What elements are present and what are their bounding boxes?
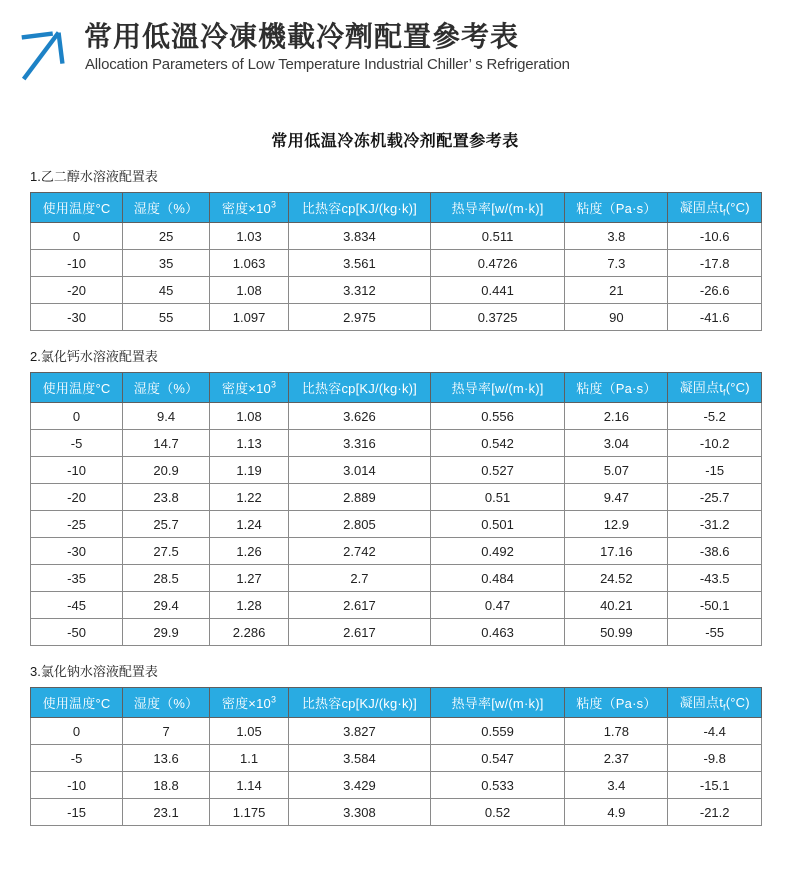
table-cell: 0 [31,718,123,745]
column-header: 比热容cp[KJ/(kg·k)] [289,193,431,223]
table-cell: -43.5 [668,565,762,592]
table-cell: 3.312 [289,277,431,304]
table-row [31,277,762,304]
table-cell: 0.501 [430,511,565,538]
table-cell: -41.6 [668,304,762,331]
table-cell: -10 [31,250,123,277]
section-label: 3.氯化钠水溶液配置表 [30,664,158,679]
table-cell: 0.51 [430,484,565,511]
table-cell: -26.6 [668,277,762,304]
table-cell: 1.175 [210,799,289,826]
table-cell: 1.08 [210,403,289,430]
table-cell: 3.584 [289,745,431,772]
column-header: 密度$\times 10^3$ [210,373,289,403]
table-cell: -10.6 [668,223,762,250]
header-row [31,373,762,403]
table-cell: 0.492 [430,538,565,565]
section-ethylene-glycol [30,166,762,331]
table-row [31,619,762,646]
table-row [31,511,762,538]
table-cell: 2.7 [289,565,431,592]
table-cell: 3.561 [289,250,431,277]
table-cell: 21 [565,277,668,304]
table-cell: 2.617 [289,592,431,619]
column-header: 密度$\times 10^3$ [210,688,289,718]
table-cell: 1.19 [210,457,289,484]
table-cell: 0.547 [430,745,565,772]
table-cell: 29.9 [123,619,210,646]
table-cell: 0 [31,403,123,430]
table-cell: 1.78 [565,718,668,745]
table-cell: -9.8 [668,745,762,772]
column-header: 湿度（%） [123,373,210,403]
table-cell: 13.6 [123,745,210,772]
column-header: 比热容cp[KJ/(kg·k)] [289,688,431,718]
table-cell: 55 [123,304,210,331]
table-cell: -15 [668,457,762,484]
table-cell: -55 [668,619,762,646]
table-cell: 1.1 [210,745,289,772]
table-cell: -5 [31,745,123,772]
table-cell: 2.805 [289,511,431,538]
table-cell: 1.27 [210,565,289,592]
table-cell: 27.5 [123,538,210,565]
table-cell: 2.889 [289,484,431,511]
table-cell: 90 [565,304,668,331]
table-row [31,457,762,484]
table-cell: 20.9 [123,457,210,484]
table-cell: 3.316 [289,430,431,457]
table-cell: -45 [31,592,123,619]
table-cell: -20 [31,484,123,511]
column-header: 热导率[w/(m·k)] [430,193,565,223]
column-header: 凝固点$t_f(^\circ C)$ [668,373,762,403]
table-cell: -17.8 [668,250,762,277]
table-cell: 5.07 [565,457,668,484]
table-cell: 0.463 [430,619,565,646]
brand-text-block [84,20,570,73]
table-ethylene-glycol [30,192,762,331]
table-cell: 17.16 [565,538,668,565]
table-cell: 2.975 [289,304,431,331]
table-row [31,538,762,565]
table-cell: -15 [31,799,123,826]
table-cell: 23.1 [123,799,210,826]
table-cell: 3.834 [289,223,431,250]
table-cell: 0.4726 [430,250,565,277]
column-header: 凝固点$t_f(^\circ C)$ [668,193,762,223]
table-cell: -15.1 [668,772,762,799]
table-cell: 12.9 [565,511,668,538]
column-header: 凝固点$t_f(^\circ C)$ [668,688,762,718]
table-sodium-chloride [30,687,762,826]
table-cell: 3.827 [289,718,431,745]
table-cell: 40.21 [565,592,668,619]
column-header: 使用温度°C [31,373,123,403]
table-cell: 0 [31,223,123,250]
table-cell: 1.13 [210,430,289,457]
table-cell: 3.4 [565,772,668,799]
table-cell: 1.14 [210,772,289,799]
column-header: 湿度（%） [123,193,210,223]
table-cell: 3.308 [289,799,431,826]
table-cell: -31.2 [668,511,762,538]
table-cell: -5 [31,430,123,457]
table-cell: 18.8 [123,772,210,799]
header-row [31,688,762,718]
table-cell: 0.556 [430,403,565,430]
table-cell: 7.3 [565,250,668,277]
table-cell: 3.429 [289,772,431,799]
table-cell: 25.7 [123,511,210,538]
column-header: 密度$\times 10^3$ [210,193,289,223]
table-cell: 1.08 [210,277,289,304]
page-title-en: Allocation Parameters of Low Temperature Industrial Chiller’ s Refrigeration [85,55,570,73]
table-cell: 1.22 [210,484,289,511]
table-cell: 9.47 [565,484,668,511]
table-calcium-chloride [30,372,762,646]
table-cell: -30 [31,304,123,331]
section-label: 1.乙二醇水溶液配置表 [30,169,158,184]
section-calcium-chloride [30,346,762,646]
table-cell: 0.559 [430,718,565,745]
table-row [31,799,762,826]
table-cell: -10 [31,457,123,484]
table-cell: 1.063 [210,250,289,277]
table-cell: 0.542 [430,430,565,457]
table-cell: -25.7 [668,484,762,511]
table-cell: 7 [123,718,210,745]
table-cell: 1.28 [210,592,289,619]
table-row [31,484,762,511]
table-row [31,304,762,331]
table-cell: 0.3725 [430,304,565,331]
table-cell: 2.37 [565,745,668,772]
column-header: 使用温度°C [31,688,123,718]
table-cell: 24.52 [565,565,668,592]
table-cell: 0.533 [430,772,565,799]
table-cell: 35 [123,250,210,277]
column-header: 湿度（%） [123,688,210,718]
table-cell: 1.24 [210,511,289,538]
table-cell: 28.5 [123,565,210,592]
column-header: 比热容cp[KJ/(kg·k)] [289,373,431,403]
table-cell: -21.2 [668,799,762,826]
table-cell: 1.26 [210,538,289,565]
table-cell: 25 [123,223,210,250]
column-header: 热导率[w/(m·k)] [430,688,565,718]
table-cell: -25 [31,511,123,538]
table-cell: 0.47 [430,592,565,619]
column-header: 粘度（Pa·s） [565,373,668,403]
table-cell: 14.7 [123,430,210,457]
column-header: 热导率[w/(m·k)] [430,373,565,403]
section-label: 2.氯化钙水溶液配置表 [30,349,158,364]
table-row [31,565,762,592]
table-row [31,718,762,745]
table-cell: 50.99 [565,619,668,646]
table-cell: 1.05 [210,718,289,745]
table-cell: -4.4 [668,718,762,745]
table-row [31,403,762,430]
brand-header [0,0,790,82]
table-cell: 0.511 [430,223,565,250]
table-cell: 3.8 [565,223,668,250]
table-cell: 2.617 [289,619,431,646]
table-cell: 1.097 [210,304,289,331]
table-cell: 0.441 [430,277,565,304]
table-cell: -30 [31,538,123,565]
page-title-zh: 常用低溫冷凍機載冷劑配置參考表 [84,21,520,52]
table-row [31,223,762,250]
column-header: 粘度（Pa·s） [565,688,668,718]
column-header: 粘度（Pa·s） [565,193,668,223]
table-row [31,250,762,277]
header-row [31,193,762,223]
table-cell: 1.03 [210,223,289,250]
table-row [31,745,762,772]
column-header: 使用温度°C [31,193,123,223]
table-cell: 29.4 [123,592,210,619]
table-row [31,772,762,799]
table-cell: 3.04 [565,430,668,457]
table-cell: 0.484 [430,565,565,592]
arrow-up-right-logo-icon [14,20,76,82]
table-row [31,430,762,457]
document-title: 常用低温冷冻机载冷剂配置参考表 [271,133,519,150]
table-cell: -50 [31,619,123,646]
table-cell: 2.742 [289,538,431,565]
table-cell: 3.014 [289,457,431,484]
table-cell: -35 [31,565,123,592]
table-row [31,592,762,619]
table-cell: -20 [31,277,123,304]
table-cell: 3.626 [289,403,431,430]
table-cell: 0.52 [430,799,565,826]
table-cell: 23.8 [123,484,210,511]
section-sodium-chloride [30,661,762,826]
table-cell: -5.2 [668,403,762,430]
table-cell: 0.527 [430,457,565,484]
table-cell: 2.16 [565,403,668,430]
table-cell: 45 [123,277,210,304]
table-cell: 9.4 [123,403,210,430]
table-cell: -10.2 [668,430,762,457]
table-cell: 2.286 [210,619,289,646]
table-cell: 4.9 [565,799,668,826]
table-cell: -10 [31,772,123,799]
table-cell: -50.1 [668,592,762,619]
table-cell: -38.6 [668,538,762,565]
